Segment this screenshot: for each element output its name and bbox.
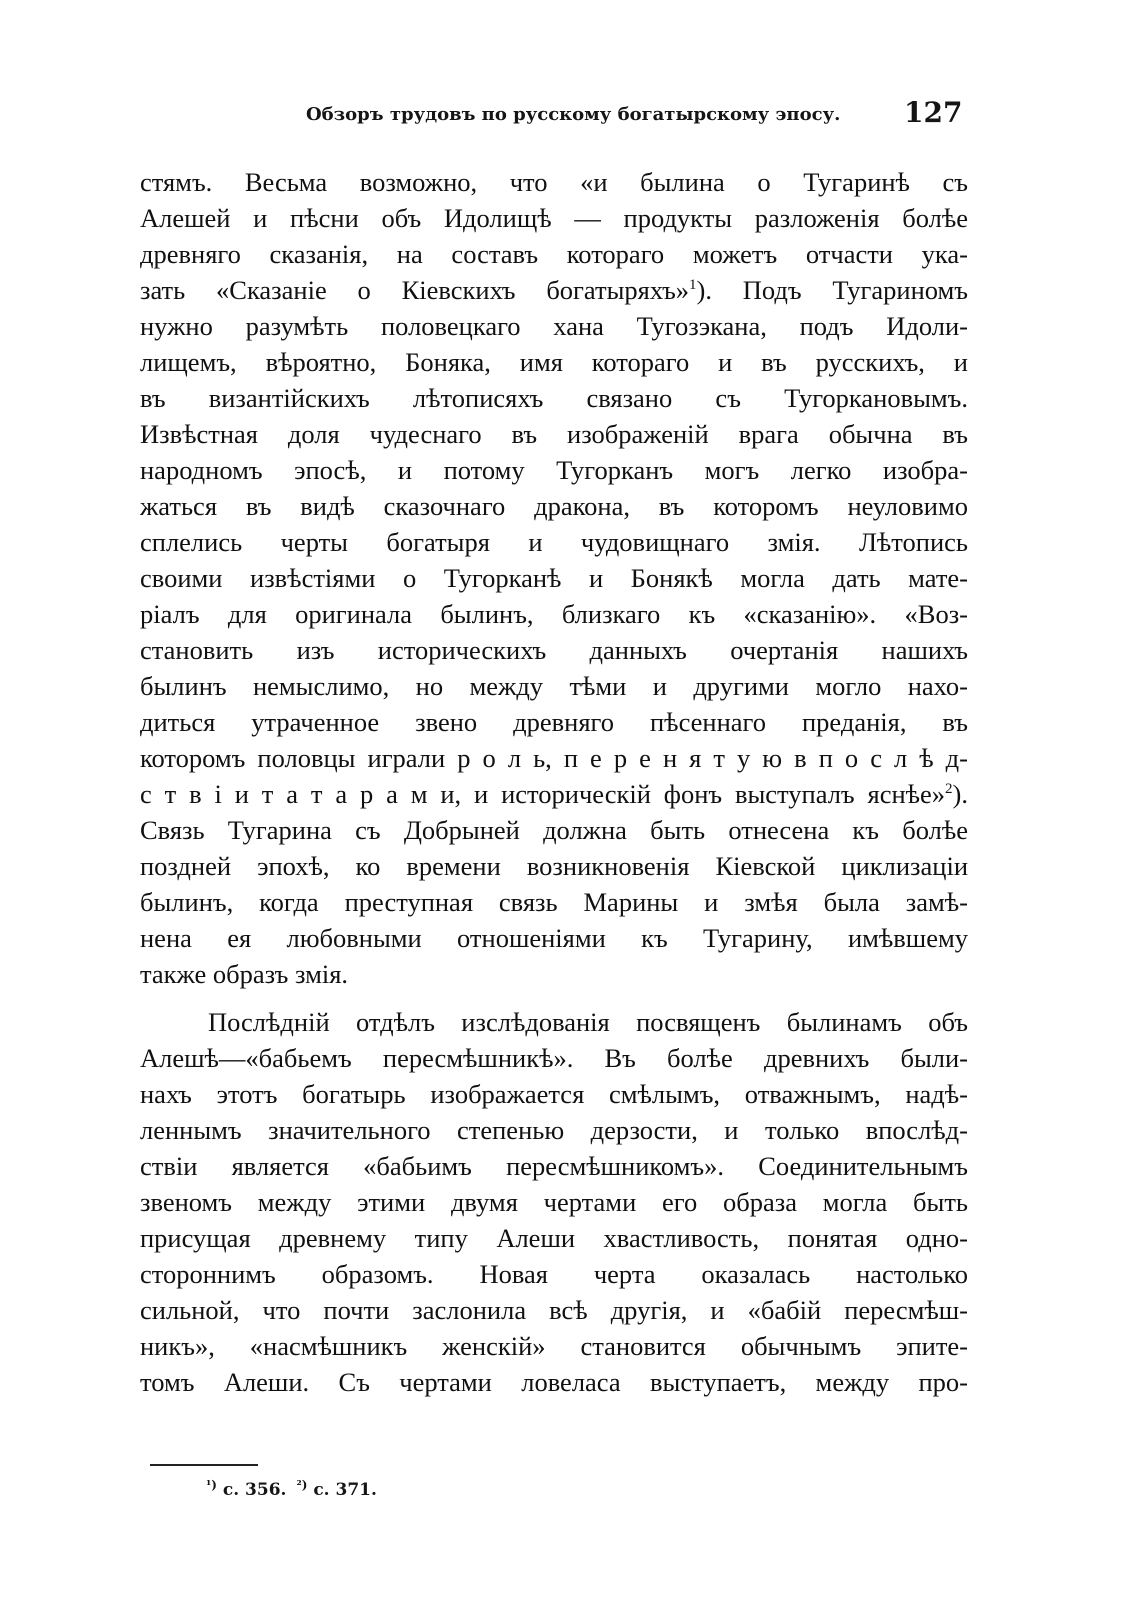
text-line: нена ея любовными отношеніями къ Тугарину, имѣвшему [140, 923, 968, 953]
paragraph [140, 164, 968, 992]
footnote-ref: 2 [945, 781, 953, 797]
text-line: Связь Тугарина съ Добрыней должна быть отнесена къ болѣе [140, 815, 968, 845]
text-line: ріалъ для оригинала былинъ, близкаго къ «сказанію». «Воз- [140, 599, 968, 629]
text-line: въ византійскихъ лѣтописяхъ связано съ Тугоркановымъ. [140, 383, 968, 413]
text-line: сплелись черты богатыря и чудовищнаго змія. Лѣтопись [140, 527, 968, 557]
footnotes [206, 1478, 377, 1500]
text-line: Алешей и пѣсни объ Идолищѣ — продукты разложенія болѣе [140, 203, 968, 233]
body-text [140, 164, 968, 1400]
text-line: лищемъ, вѣроятно, Боняка, имя котораго и въ русскихъ, и [140, 347, 968, 377]
page-number: 127 [904, 96, 963, 129]
footnote [296, 1480, 376, 1500]
text-line: томъ Алеши. Съ чертами ловеласа выступаетъ, между про- [140, 1367, 968, 1397]
paragraph [140, 1004, 968, 1400]
text-line: жаться въ видѣ сказочнаго дракона, въ которомъ неуловимо [140, 491, 968, 521]
text-line: сильной, что почти заслонила всѣ другія, и «бабій пересмѣш- [140, 1295, 968, 1325]
text-line: с т в і и т а т а р а м и, и историческій фонъ выступалъ яснѣе»$^2$). [140, 779, 968, 809]
text-line: стямъ. Весьма возможно, что «и былина о Тугаринѣ съ [140, 167, 968, 197]
text-line: которомъ половцы играли р о л ь, п е р е н я т у ю в п о с л ѣ д- [140, 743, 968, 773]
text-line: зать «Сказаніе о Кіевскихъ богатыряхъ»$^1$). Подъ Тугариномъ [140, 275, 968, 305]
text-line: поздней эпохѣ, ко времени возникновенія Кіевской циклизаціи [140, 851, 968, 881]
text-line: никъ», «насмѣшникъ женскій» становится обычнымъ эпите- [140, 1331, 968, 1361]
running-title: Обзоръ трудовъ по русскому богатырскому эпосу. [306, 104, 841, 125]
footnote [206, 1480, 286, 1500]
text-line: Алешѣ—«бабьемъ пересмѣшникѣ». Въ болѣе древнихъ были- [140, 1043, 968, 1073]
text-line: ствіи является «бабьимъ пересмѣшникомъ». Соединительнымъ [140, 1151, 968, 1181]
text-line: былинъ немыслимо, но между тѣми и другими могло нахо- [140, 671, 968, 701]
text-line: нахъ этотъ богатырь изображается смѣлымъ, отважнымъ, надѣ- [140, 1079, 968, 1109]
text-line: также образъ змія. [140, 959, 349, 989]
text-line: нужно разумѣть половецкаго хана Тугозэкана, подъ Идоли- [140, 311, 968, 341]
text-line: Извѣстная доля чудеснаго въ изображеній врага обычна въ [140, 419, 968, 449]
text-line: своими извѣстіями о Тугорканѣ и Бонякѣ могла дать мате- [140, 563, 968, 593]
footnote-mark: ²) [296, 1478, 308, 1492]
paragraph-gap [140, 992, 968, 1004]
text-line: Послѣдній отдѣлъ изслѣдованія посвященъ былинамъ объ [208, 1007, 968, 1037]
text-line: стороннимъ образомъ. Новая черта оказалась настолько [140, 1259, 968, 1289]
text-line: звеномъ между этими двумя чертами его образа могла быть [140, 1187, 968, 1217]
footnote-text: с. 356. [222, 1480, 287, 1500]
text-line: леннымъ значительного степенью дерзости, и только впослѣд- [140, 1115, 968, 1145]
text-line: древняго сказанія, на составъ котораго можетъ отчасти ука- [140, 239, 968, 269]
text-line: былинъ, когда преступная связь Марины и змѣя была замѣ- [140, 887, 968, 917]
footnote-text: с. 371. [313, 1480, 377, 1500]
text-line: становить изъ историческихъ данныхъ очертанія нашихъ [140, 635, 968, 665]
footnote-ref: 1 [689, 277, 697, 293]
footnote-rule [150, 1464, 258, 1466]
footnote-mark: ¹) [206, 1478, 217, 1492]
text-line: народномъ эпосѣ, и потому Тугорканъ могъ легко изобра- [140, 455, 968, 485]
text-line: диться утраченное звено древняго пѣсеннаго преданія, въ [140, 707, 968, 737]
text-line: присущая древнему типу Алеши хвастливость, понятая одно- [140, 1223, 968, 1253]
